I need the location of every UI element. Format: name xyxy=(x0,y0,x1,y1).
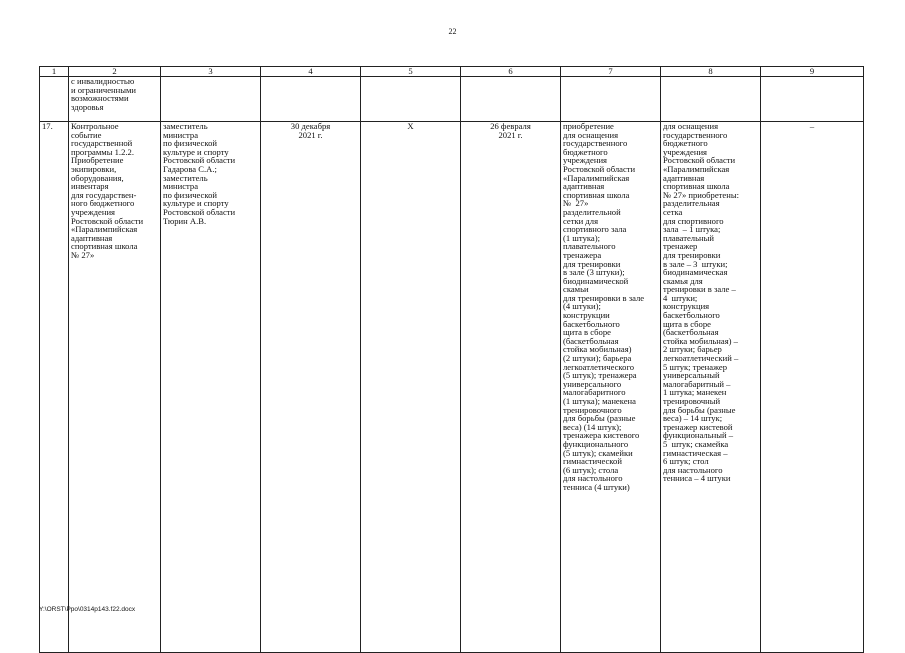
event-cell: Контрольное событие государственной программы 1.2.2. Приобретение экипировки, оборудования, инвентаря для государствен- ного бюджетного учреждения Ростовской области «Паралимпийская адаптивная спортивная школа № 27» xyxy=(69,122,161,653)
empty-cell xyxy=(761,77,864,122)
events-table xyxy=(39,66,864,653)
header-cell: 4 xyxy=(261,67,361,77)
header-cell: 7 xyxy=(561,67,661,77)
planned-date-cell: 30 декабря 2021 г. xyxy=(261,122,361,653)
header-cell: 1 xyxy=(40,67,69,77)
header-cell: 2 xyxy=(69,67,161,77)
header-row xyxy=(40,67,864,77)
page-number: 22 xyxy=(448,27,457,36)
header-cell: 3 xyxy=(161,67,261,77)
actual-result-cell: для оснащения государственного бюджетного учреждения Ростовской области «Паралимпийская адаптивная спортивная школа № 27» приобретены: разделительная сетка для спортивного зала – 1 штука; плавательный тренажер для тренировки в зале – 3 штуки; биодинамическая скамья для тренировки в зале – 4 штуки; конструкция баскетбольного щита в сборе (баскетбольная стойка мобильная) – 2 штуки; барьер легкоатлетический – 5 штук; тренажер универсальный малогабаритный – 1 штука; манекен тренировочный для борьбы (разные веса) – 14 штук; тренажер кистевой функциональный – 5 штук; скамейка гимнастическая – 6 штук; стол для настольного тенниса – 4 штуки xyxy=(661,122,761,653)
empty-cell xyxy=(361,77,461,122)
empty-cell xyxy=(40,77,69,122)
responsible-cell: заместитель министра по физической культуре и спорту Ростовской области Гадарова С.А.; заместитель министра по физической культуре и спорту Ростовской области Тюрин А.В. xyxy=(161,122,261,653)
column9-cell: – xyxy=(761,122,864,653)
empty-cell xyxy=(461,77,561,122)
empty-cell xyxy=(161,77,261,122)
header-cell: 6 xyxy=(461,67,561,77)
row-number-cell: 17. xyxy=(40,122,69,653)
empty-cell xyxy=(661,77,761,122)
file-path-footer: Y:\ORST\Ppo\0314p143.f22.docx xyxy=(39,606,136,613)
header-cell: 8 xyxy=(661,67,761,77)
column5-cell: Х xyxy=(361,122,461,653)
table-row xyxy=(40,122,864,653)
event-continuation-cell: с инвалидностью и ограниченными возможностями здоровья xyxy=(69,77,161,122)
header-cell: 9 xyxy=(761,67,864,77)
planned-result-cell: приобретение для оснащения государственного бюджетного учреждения Ростовской области «Паралимпийская адаптивная спортивная школа № 27» разделительной сетки для спортивного зала (1 штука); плавательного тренажера для тренировки в зале (3 штуки); биодинамической скамьи для тренировки в зале (4 штуки); конструкции баскетбольного щита в сборе (баскетбольная стойка мобильная) (2 штуки); барьера легкоатлетического (5 штук); тренажера универсального малогабаритного (1 штука); манекена тренировочного для борьбы (разные веса) (14 штук); тренажера кистевого функционального (5 штук); скамейки гимнастической (6 штук); стола для настольного тенниса (4 штуки) xyxy=(561,122,661,653)
empty-cell xyxy=(561,77,661,122)
actual-date-cell: 26 февраля 2021 г. xyxy=(461,122,561,653)
continuation-row xyxy=(40,77,864,122)
empty-cell xyxy=(261,77,361,122)
header-cell: 5 xyxy=(361,67,461,77)
